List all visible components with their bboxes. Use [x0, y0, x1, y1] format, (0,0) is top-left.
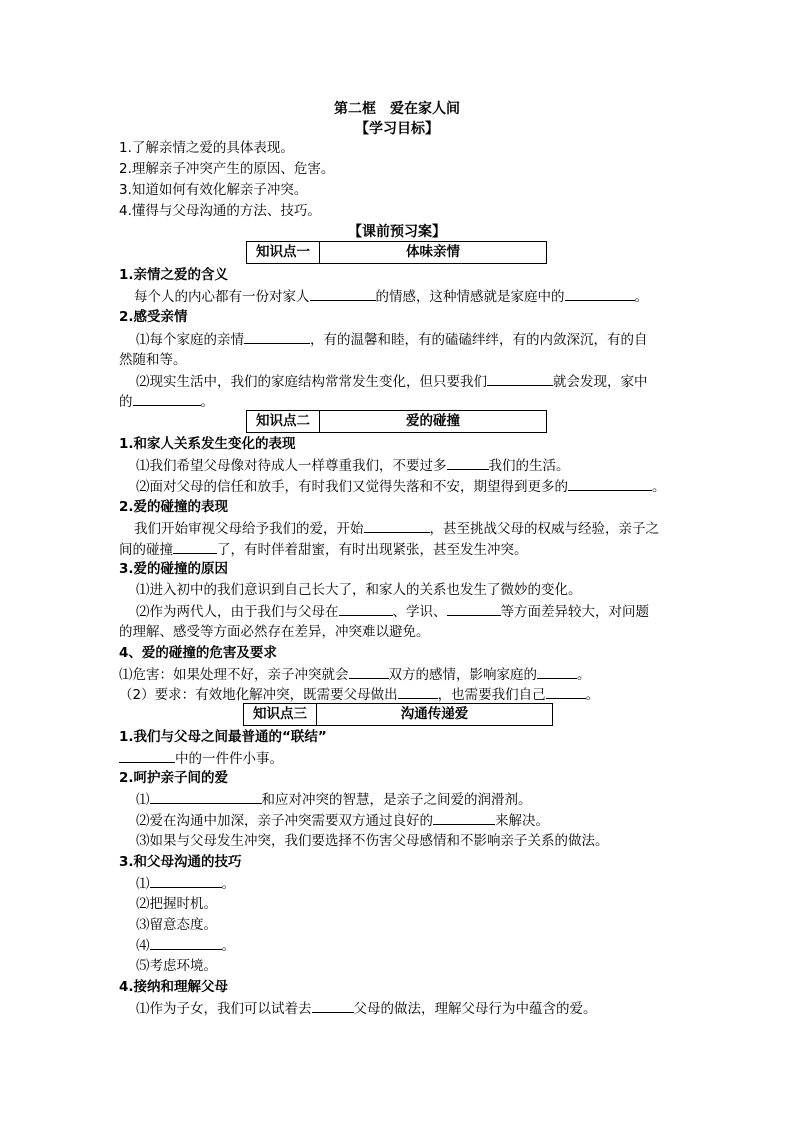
- goal-item: 1.了解亲情之爱的具体表现。: [119, 140, 294, 156]
- text-line: ⑸考虑环境。: [136, 958, 217, 974]
- fill-blank: [339, 601, 393, 616]
- text-line: ⑶如果与父母发生冲突，我们要选择不伤害父母感情和不影响亲子关系的做法。: [136, 833, 609, 849]
- text-line: ⑴作为子女，我们可以试着去 父母的做法，理解父母行为中蕴含的爱。: [136, 998, 696, 1019]
- section-heading: 1.亲情之爱的含义: [119, 267, 229, 283]
- knowledge-point-box: [246, 241, 547, 264]
- preview-header: 【课前预习案】: [348, 224, 446, 240]
- knowledge-point-label: 知识点一: [247, 242, 320, 263]
- fill-blank: [150, 873, 222, 888]
- text-line: ⑴ 。: [136, 873, 696, 894]
- knowledge-point-name: 沟通传递爱: [400, 706, 469, 722]
- text-line: ⑴我们希望父母像对待成人一样尊重我们，不要过多 我们的生活。: [136, 455, 696, 476]
- fill-blank: [150, 935, 222, 950]
- fill-blank: [447, 455, 489, 470]
- goal-item: 4.懂得与父母沟通的方法、技巧。: [119, 203, 321, 219]
- goal-item: 3.知道如何有效化解亲子冲突。: [119, 182, 308, 198]
- fill-blank: [173, 539, 217, 554]
- text-line: ⑵爱在沟通中加深，亲子冲突需要双方通过良好的 来解决。: [136, 810, 696, 831]
- goal-item: 2.理解亲子冲突产生的原因、危害。: [119, 161, 335, 177]
- knowledge-point-name: 体味亲情: [406, 244, 460, 260]
- fill-blank: [487, 371, 553, 386]
- text-line: ⑴进入初中的我们意识到自己长大了，和家人的关系也发生了微妙的变化。: [136, 582, 582, 598]
- text-line: 间的碰撞 了，有时伴着甜蜜，有时出现紧张，甚至发生冲突。: [119, 539, 679, 560]
- text-line: 的 。: [119, 391, 679, 412]
- fill-blank: [119, 748, 175, 763]
- fill-blank: [310, 286, 376, 301]
- section-heading: 3.和父母沟通的技巧: [119, 854, 242, 870]
- fill-blank: [244, 329, 310, 344]
- section-heading: 2.感受亲情: [119, 309, 188, 325]
- section-heading: 3.爱的碰撞的原因: [119, 561, 229, 577]
- fill-blank: [349, 664, 389, 679]
- fill-blank: [546, 684, 586, 699]
- fill-blank: [433, 810, 495, 825]
- section-heading: 4.接纳和理解父母: [119, 979, 229, 995]
- fill-blank: [364, 518, 430, 533]
- knowledge-point-label: 知识点二: [247, 411, 320, 432]
- text-line: ⑷ 。: [136, 935, 696, 956]
- text-line: ⑴ 和应对冲突的智慧，是亲子之间爱的润滑剂。: [136, 789, 696, 810]
- knowledge-point-label: 知识点三: [244, 704, 317, 725]
- text-line: 每个人的内心都有一份对家人 的情感，这种情感就是家庭中的 。: [134, 286, 694, 307]
- text-line: ⑵现实生活中，我们的家庭结构常常发生变化，但只要我们 就会发现，家中: [136, 371, 696, 392]
- section-heading: 1.我们与父母之间最普通的“联结”: [119, 729, 327, 745]
- section-heading: 2.爱的碰撞的表现: [119, 499, 229, 515]
- fill-blank: [133, 391, 201, 406]
- section-heading: 2.呵护亲子间的爱: [119, 770, 229, 786]
- text-line: 然随和等。: [119, 352, 187, 368]
- fill-blank: [150, 789, 262, 804]
- text-line: 的理解、感受等方面必然存在差异，冲突难以避免。: [119, 624, 430, 640]
- text-line: ⑴每个家庭的亲情 ，有的温馨和睦，有的磕磕绊绊，有的内敛深沉，有的自: [136, 329, 696, 350]
- page-title: 第二框 爱在家人间: [334, 101, 460, 117]
- text-line: ⑴危害：如果处理不好，亲子冲突就会 双方的感情，影响家庭的 。: [119, 664, 679, 685]
- text-line: （2）要求：有效地化解冲突，既需要父母做出 ，也需要我们自己 。: [119, 684, 679, 705]
- text-line: ⑵作为两代人，由于我们与父母在 、学识、 等方面差异较大，对问题: [136, 601, 696, 622]
- fill-blank: [565, 286, 635, 301]
- text-line: 中的一件件小事。: [119, 748, 679, 769]
- section-heading: 4、爱的碰撞的危害及要求: [119, 645, 277, 661]
- text-line: ⑵把握时机。: [136, 896, 217, 912]
- fill-blank: [537, 664, 577, 679]
- knowledge-point-box: [243, 703, 553, 726]
- section-heading: 1.和家人关系发生变化的表现: [119, 436, 296, 452]
- goals-header: 【学习目标】: [355, 121, 439, 137]
- fill-blank: [312, 998, 354, 1013]
- text-line: ⑵面对父母的信任和放手，有时我们又觉得失落和不安，期望得到更多的 。: [136, 476, 696, 497]
- fill-blank: [398, 684, 438, 699]
- text-line: 我们开始审视父母给予我们的爱，开始 ，甚至挑战父母的权威与经验，亲子之: [134, 518, 694, 539]
- knowledge-point-name: 爱的碰撞: [406, 413, 460, 429]
- fill-blank: [568, 476, 652, 491]
- text-line: ⑶留意态度。: [136, 917, 217, 933]
- fill-blank: [447, 601, 501, 616]
- knowledge-point-box: [246, 410, 547, 433]
